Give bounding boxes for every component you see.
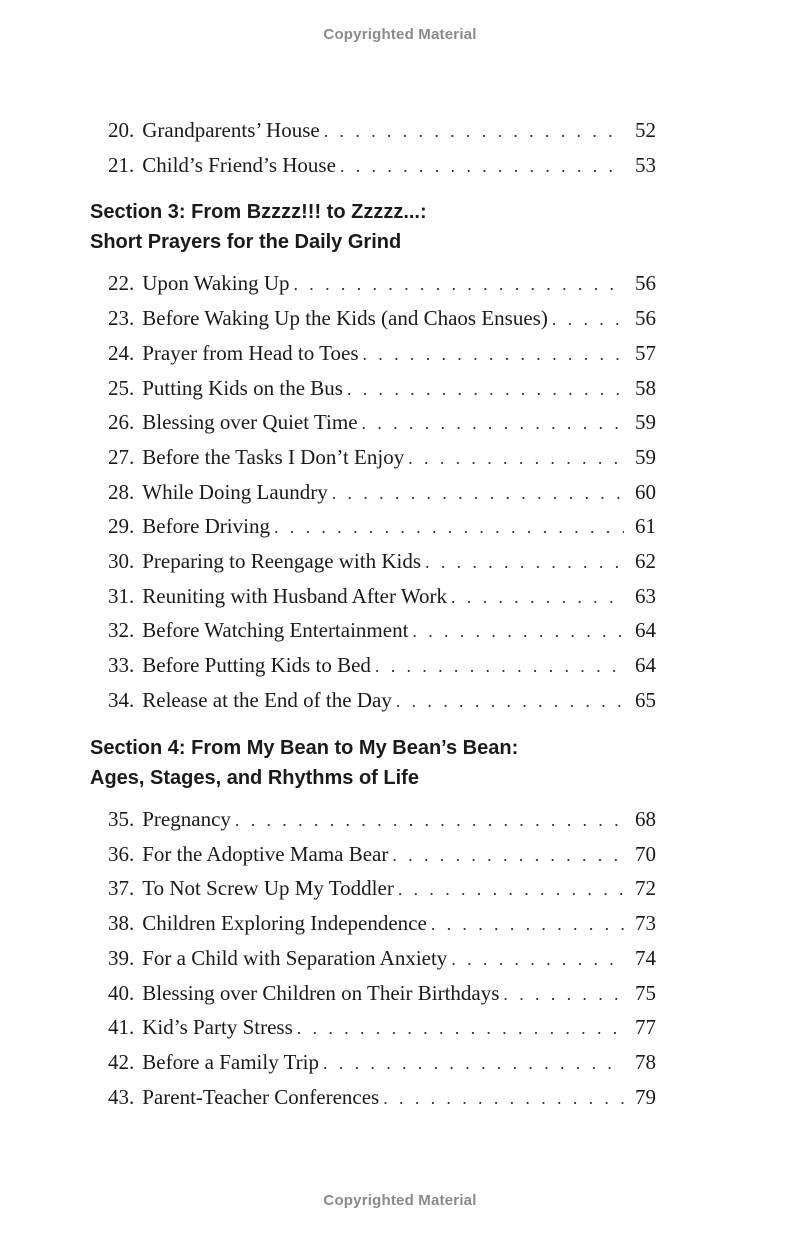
dot-leader xyxy=(332,478,624,508)
entry-title: Child’s Friend’s House xyxy=(142,153,336,177)
entry-title: Before the Tasks I Don’t Enjoy xyxy=(142,445,405,469)
entry-number: 42. xyxy=(108,1050,135,1074)
section-4-heading xyxy=(90,733,650,793)
entry-page-number: 65 xyxy=(635,688,656,712)
entry-page-number: 52 xyxy=(635,118,656,142)
entry-page-number: 62 xyxy=(635,549,656,573)
entry-number: 21. xyxy=(108,153,135,177)
dot-leader xyxy=(323,1048,624,1078)
toc-entry[interactable] xyxy=(108,338,656,368)
toc-entry[interactable] xyxy=(108,546,656,576)
toc-entry[interactable] xyxy=(108,615,656,645)
toc-entry[interactable] xyxy=(108,685,656,715)
section-3-heading xyxy=(90,197,650,257)
dot-leader xyxy=(408,443,624,473)
dot-leader xyxy=(363,339,625,369)
entry-page-number: 64 xyxy=(635,653,656,677)
entry-title: Upon Waking Up xyxy=(142,271,290,295)
toc-entry[interactable] xyxy=(108,908,656,938)
entry-title: Before Watching Entertainment xyxy=(142,618,409,642)
toc-entry[interactable] xyxy=(108,1082,656,1112)
entry-title: While Doing Laundry xyxy=(142,480,328,504)
toc-entry[interactable] xyxy=(108,303,656,333)
toc-entry[interactable] xyxy=(108,873,656,903)
entry-page-number: 58 xyxy=(635,376,656,400)
entry-page-number: 59 xyxy=(635,445,656,469)
entry-title: Putting Kids on the Bus xyxy=(142,376,343,400)
dot-leader xyxy=(297,1013,624,1043)
entry-page-number: 60 xyxy=(635,480,656,504)
entry-number: 27. xyxy=(108,445,135,469)
entry-title: For a Child with Separation Anxiety xyxy=(142,946,448,970)
entry-title: Before a Family Trip xyxy=(142,1050,319,1074)
toc-entry[interactable] xyxy=(108,477,656,507)
entry-page-number: 77 xyxy=(635,1015,656,1039)
dot-leader xyxy=(274,512,624,542)
entry-title: Before Waking Up the Kids (and Chaos Ensues) xyxy=(142,306,548,330)
toc-entry[interactable] xyxy=(108,839,656,869)
entry-title: Parent-Teacher Conferences xyxy=(142,1085,380,1109)
toc-entry[interactable] xyxy=(108,373,656,403)
entry-page-number: 56 xyxy=(635,271,656,295)
entry-title: Before Driving xyxy=(142,514,270,538)
copyright-watermark-bottom: Copyrighted Material xyxy=(323,1192,477,1209)
entry-number: 26. xyxy=(108,410,135,434)
entry-title: Release at the End of the Day xyxy=(142,688,392,712)
entry-number: 40. xyxy=(108,981,135,1005)
dot-leader xyxy=(412,616,624,646)
entry-title: For the Adoptive Mama Bear xyxy=(142,842,389,866)
entry-page-number: 78 xyxy=(635,1050,656,1074)
entry-page-number: 61 xyxy=(635,514,656,538)
toc-entry[interactable] xyxy=(108,268,656,298)
entry-number: 37. xyxy=(108,876,135,900)
toc-entry[interactable] xyxy=(108,1012,656,1042)
entry-number: 23. xyxy=(108,306,135,330)
dot-leader xyxy=(347,374,624,404)
entry-number: 30. xyxy=(108,549,135,573)
entry-number: 25. xyxy=(108,376,135,400)
entry-title: Pregnancy xyxy=(142,807,231,831)
dot-leader xyxy=(383,1083,624,1113)
entry-title: Kid’s Party Stress xyxy=(142,1015,293,1039)
entry-number: 39. xyxy=(108,946,135,970)
toc-entry[interactable] xyxy=(108,407,656,437)
entry-number: 33. xyxy=(108,653,135,677)
entry-page-number: 73 xyxy=(635,911,656,935)
entry-number: 29. xyxy=(108,514,135,538)
dot-leader xyxy=(431,909,624,939)
entry-page-number: 74 xyxy=(635,946,656,970)
toc-entry[interactable] xyxy=(108,943,656,973)
entry-number: 24. xyxy=(108,341,135,365)
entry-title: Blessing over Children on Their Birthdays xyxy=(142,981,500,1005)
section-heading-line: Section 3: From Bzzzz!!! to Zzzzz...: xyxy=(90,201,427,223)
toc-entry[interactable] xyxy=(108,442,656,472)
entry-title: Children Exploring Independence xyxy=(142,911,427,935)
toc-entry[interactable] xyxy=(108,150,656,180)
entry-title: Preparing to Reengage with Kids xyxy=(142,549,422,573)
entry-number: 31. xyxy=(108,584,135,608)
toc-entry[interactable] xyxy=(108,581,656,611)
entry-number: 28. xyxy=(108,480,135,504)
toc-entry[interactable] xyxy=(108,650,656,680)
toc-entry[interactable] xyxy=(108,978,656,1008)
entry-title: Reuniting with Husband After Work xyxy=(142,584,447,608)
dot-leader xyxy=(392,840,624,870)
entry-number: 38. xyxy=(108,911,135,935)
dot-leader xyxy=(425,547,624,577)
section-heading-line: Short Prayers for the Daily Grind xyxy=(90,231,402,253)
dot-leader xyxy=(294,269,625,299)
section-heading-line: Section 4: From My Bean to My Bean’s Bean: xyxy=(90,737,519,759)
entry-number: 20. xyxy=(108,118,135,142)
entry-number: 34. xyxy=(108,688,135,712)
entry-title: To Not Screw Up My Toddler xyxy=(142,876,394,900)
entry-page-number: 64 xyxy=(635,618,656,642)
entry-number: 22. xyxy=(108,271,135,295)
toc-entry[interactable] xyxy=(108,804,656,834)
entry-page-number: 56 xyxy=(635,306,656,330)
dot-leader xyxy=(324,116,624,146)
entry-page-number: 59 xyxy=(635,410,656,434)
entry-page-number: 79 xyxy=(635,1085,656,1109)
section-heading-line: Ages, Stages, and Rhythms of Life xyxy=(90,767,419,789)
entry-number: 35. xyxy=(108,807,135,831)
copyright-watermark-top: Copyrighted Material xyxy=(323,26,477,43)
dot-leader xyxy=(503,979,624,1009)
dot-leader xyxy=(451,582,624,612)
dot-leader xyxy=(396,686,624,716)
toc-entry[interactable] xyxy=(108,1047,656,1077)
dot-leader xyxy=(451,944,624,974)
dot-leader xyxy=(235,805,624,835)
toc-entry[interactable] xyxy=(108,115,656,145)
entry-page-number: 68 xyxy=(635,807,656,831)
entry-number: 36. xyxy=(108,842,135,866)
entry-page-number: 57 xyxy=(635,341,656,365)
entry-title: Blessing over Quiet Time xyxy=(142,410,358,434)
entry-number: 32. xyxy=(108,618,135,642)
entry-page-number: 53 xyxy=(635,153,656,177)
dot-leader xyxy=(340,151,624,181)
entry-title: Before Putting Kids to Bed xyxy=(142,653,371,677)
dot-leader xyxy=(375,651,624,681)
entry-page-number: 70 xyxy=(635,842,656,866)
entry-title: Grandparents’ House xyxy=(142,118,320,142)
dot-leader xyxy=(552,304,624,334)
entry-number: 43. xyxy=(108,1085,135,1109)
dot-leader xyxy=(362,408,624,438)
toc-entry[interactable] xyxy=(108,511,656,541)
entry-page-number: 75 xyxy=(635,981,656,1005)
entry-number: 41. xyxy=(108,1015,135,1039)
dot-leader xyxy=(398,874,624,904)
entry-title: Prayer from Head to Toes xyxy=(142,341,359,365)
entry-page-number: 63 xyxy=(635,584,656,608)
entry-page-number: 72 xyxy=(635,876,656,900)
